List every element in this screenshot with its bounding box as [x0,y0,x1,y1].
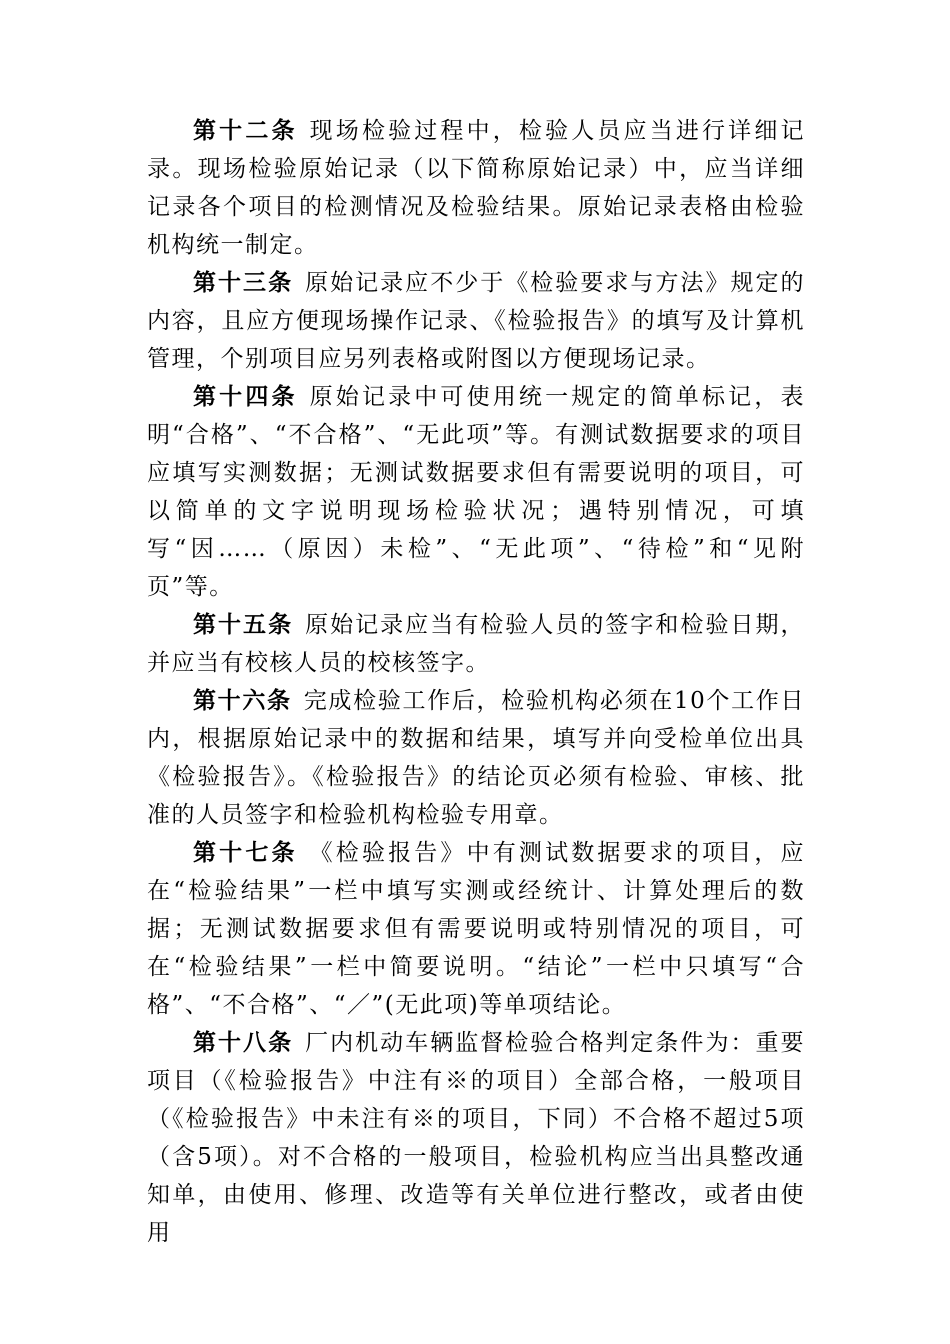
article-label: 第十三条 [193,269,294,296]
article-17 [147,834,805,1024]
article-label: 第十二条 [193,117,298,144]
article-text: 现场检验过程中，检验人员应当进行详细记录。现场检验原始记录（以下简称原始记录）中，应当详细记录各个项目的检测情况及检验结果。原始记录表格由检验机构统一制定。 [147,118,806,258]
article-text: 完成检验工作后，检验机构必须在10个工作日内，根据原始记录中的数据和结果，填写并向受检单位出具《检验报告》。《检验报告》的结论页必须有检验、审核、批准的人员签字和检验机构检验专用章。 [147,688,805,828]
article-text: 原始记录应不少于《检验要求与方法》规定的内容，且应方便现场操作记录、《检验报告》的填写及计算机管理，个别项目应另列表格或附图以方便现场记录。 [147,270,806,372]
article-label: 第十四条 [193,383,298,410]
article-15 [147,606,805,682]
document-page [147,112,805,1252]
article-text: 厂内机动车辆监督检验合格判定条件为：重要项目（《检验报告》中注有※的项目）全部合格，一般项目（《检验报告》中未注有※的项目，下同）不合格不超过5项（含5项）。对不合格的一般项目，检验机构应当出具整改通知单，由使用、修理、改造等有关单位进行整改，或者由使用 [147,1030,806,1246]
article-label: 第十五条 [193,611,294,638]
article-text: 《检验报告》中有测试数据要求的项目，应在“检验结果”一栏中填写实测或经统计、计算处理后的数据；无测试数据要求但有需要说明或特别情况的项目，可在“检验结果”一栏中简要说明。“结论”一栏中只填写“合格”、“不合格”、“／”(无此项)等单项结论。 [147,840,806,1018]
article-label: 第十八条 [193,1029,294,1056]
article-13 [147,264,805,378]
article-16 [147,682,805,834]
article-18 [147,1024,805,1252]
article-14 [147,378,805,606]
article-label: 第十七条 [193,839,298,866]
article-text: 原始记录中可使用统一规定的简单标记，表明“合格”、“不合格”、“无此项”等。有测试数据要求的项目应填写实测数据；无测试数据要求但有需要说明的项目，可以简单的文字说明现场检验状况；遇特别情况，可填写“因……（原因）未检”、“无此项”、“待检”和“见附页”等。 [147,384,806,600]
article-label: 第十六条 [193,687,292,714]
article-12 [147,112,805,264]
article-text: 原始记录应当有检验人员的签字和检验日期，并应当有校核人员的校核签字。 [147,612,806,676]
